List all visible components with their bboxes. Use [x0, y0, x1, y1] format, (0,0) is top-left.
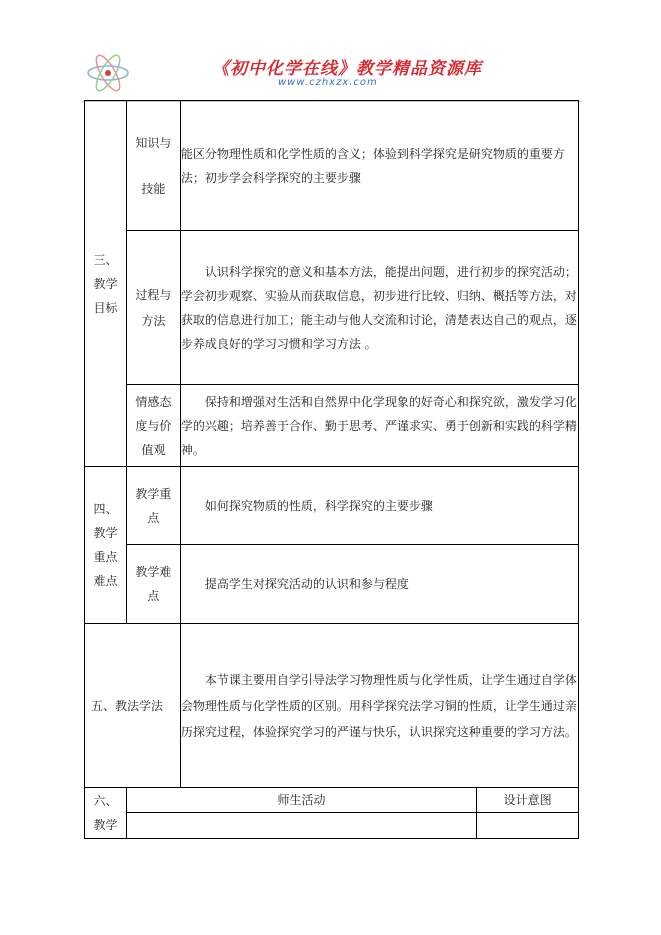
knowledge-label: 知识与 技能: [126, 101, 180, 231]
table-row: [85, 788, 579, 813]
emotion-label: 情感态 度与价 值观: [126, 385, 180, 467]
intent-cell: [477, 813, 579, 839]
process-content: 认识科学探究的意义和基本方法，能提出问题，进行初步的探究活动；学会初步观察、实验从而获取信息，初步进行比较、归纳、概括等方法，对获取的信息进行加工；能主动与他人交流和讨论，清楚表达自己的观点，逐步养成良好的学习习惯和学习方法 。: [180, 231, 578, 385]
table-row: [85, 467, 579, 545]
activity-cell: [126, 813, 476, 839]
method-content: 本节课主要用自学引导法学习物理性质与化学性质，让学生通过自学体会物理性质与化学性质的区别。用科学探究法学习铜的性质，让学生通过亲历探究过程，体验探究学习的严谨与快乐，认识探究这种重要的学习方法。: [180, 624, 578, 788]
table-row: [85, 813, 579, 839]
process-label: 过程与 方法: [126, 231, 180, 385]
emotion-content: 保持和增强对生活和自然界中化学现象的好奇心和探究欲，激发学习化学的兴趣；培养善于合作、勤于思考、严谨求实、勇于创新和实践的科学精神。: [180, 385, 578, 467]
table-row: [85, 545, 579, 624]
section-six-label: 六、 教学: [85, 788, 127, 839]
table-row: [85, 624, 579, 788]
key-point-content: 如何探究物质的性质，科学探究的主要步骤: [180, 467, 578, 545]
knowledge-content: 能区分物理性质和化学性质的含义；体验到科学探究是研究物质的重要方法；初步学会科学探究的主要步骤: [180, 101, 578, 231]
difficulty-label: 教学难 点: [126, 545, 180, 624]
atom-logo-icon: [82, 52, 134, 94]
key-point-label: 教学重 点: [126, 467, 180, 545]
table-row: [85, 101, 579, 231]
page-header: [82, 44, 582, 102]
banner-url: www.czhxzx.com: [278, 77, 378, 88]
section-four-label: 四、 教学 重点 难点: [85, 467, 127, 624]
lesson-table: [84, 100, 579, 839]
section-three-label: 三、 教学 目标: [85, 101, 127, 467]
banner-title: 《初中化学在线》教学精品资源库: [212, 59, 482, 79]
table-row: [85, 385, 579, 467]
section-five-label: 五、教法学法: [85, 624, 181, 788]
table-row: [85, 231, 579, 385]
difficulty-content: 提高学生对探究活动的认识和参与程度: [180, 545, 578, 624]
intent-column-header: 设计意图: [477, 788, 579, 813]
activity-column-header: 师生活动: [126, 788, 476, 813]
